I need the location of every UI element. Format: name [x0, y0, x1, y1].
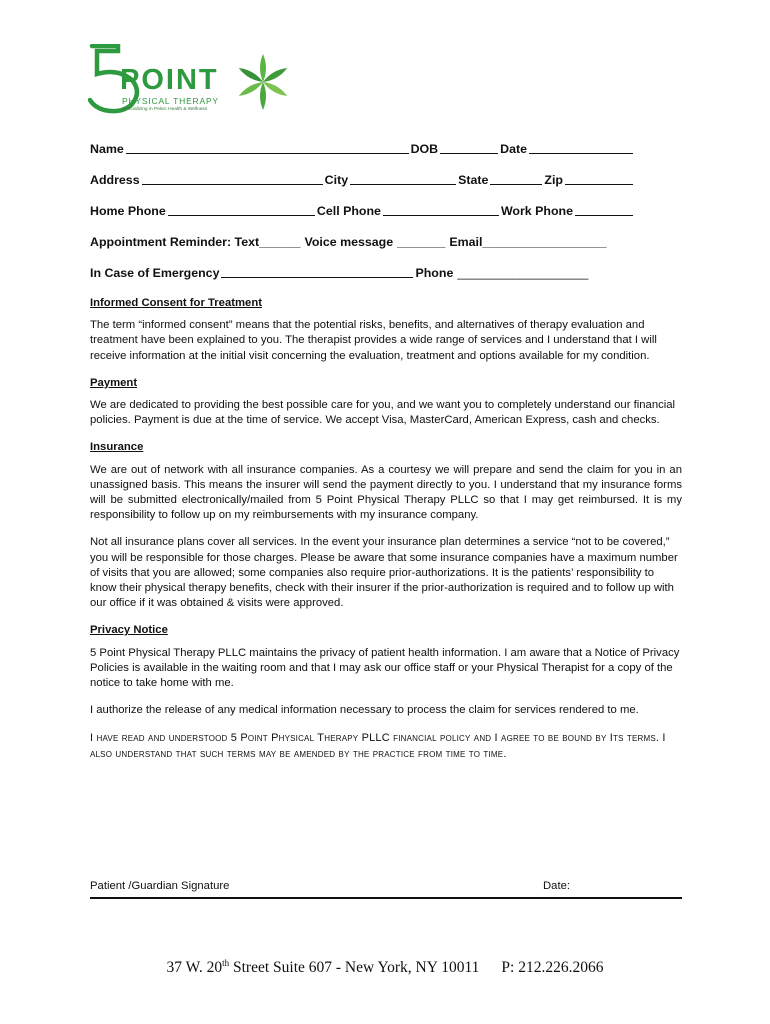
reminder-text-field[interactable]: ______ [259, 235, 301, 249]
reminder-row [90, 233, 635, 249]
dob-field[interactable] [440, 142, 498, 154]
email-field[interactable]: __________________ [482, 235, 607, 249]
footer-address [0, 958, 770, 977]
footer-street-sup: th [222, 958, 230, 968]
logo-subtitle: PHYSICAL THERAPY [122, 96, 219, 106]
patient-info-form [90, 140, 635, 295]
state-label: State [458, 173, 489, 187]
date-field[interactable] [529, 142, 633, 154]
footer-street: 37 W. 20 [166, 959, 223, 977]
dob-label: DOB [410, 142, 439, 156]
logo-tagline: Specializing in Pelvic Health & Wellness [122, 107, 208, 112]
cell-phone-field[interactable] [383, 204, 499, 216]
payment-text: We are dedicated to providing the best possible care for you, and we want you to completely understand our financial policies. Payment is due at the time of service. We accept Visa, MasterCard, American Express, cash and checks. [90, 399, 676, 427]
emergency-label: In Case of Emergency [90, 266, 220, 280]
name-field[interactable] [126, 142, 409, 154]
consent-text: The term “informed consent” means that the potential risks, benefits, and alternatives of therapy evaluation and treatment have been explained to you. The therapist provides a wide range of services and I understand that I will receive information at the initial visit concerning the evaluation, treatment and options available for my condition. [90, 319, 657, 362]
agreement-text: I have read and understood 5 Point Physical Therapy PLLC financial policy and I agree to be bound by Its terms. I also understand that such terms may be amended by the practice from time to time. [90, 732, 666, 761]
insurance-heading: Insurance [90, 441, 144, 454]
signature-date-label: Date: [543, 880, 571, 892]
city-field[interactable] [350, 173, 456, 185]
emergency-phone-field[interactable]: ___________________ [457, 266, 589, 280]
name-label: Name [90, 142, 124, 156]
green-leaf-icon [232, 51, 294, 113]
insurance-text-2: Not all insurance plans cover all services. In the event your insurance plan determines a service “not to be covered,” you will be responsible for those charges. Please be aware that some insurance companies have a maximum number of visits that you are allowed; some companies also require prior-authorizations. It is the patients’ responsibility to know their physical therapy benefits, check with their insurer if the prior-authorization is required and to follow up with our office if it was obtained & visits were approved. [90, 536, 678, 610]
signature-line[interactable] [90, 897, 682, 899]
city-label: City [324, 173, 349, 187]
insurance-text-1: We are out of network with all insurance companies. As a courtesy we will prepare and send the claim for you in an unassigned basis. This means the insurer will send the payment directly to you. I understand that my insurance forms will be submitted electronically/mailed from 5 Point Physical Therapy PLLC so that I may get reimbursed. It is my responsibility to follow up on my reimbursements with my insurance company. [90, 463, 682, 522]
policy-text [90, 296, 682, 762]
emergency-phone-label: Phone [415, 266, 454, 280]
name-row [90, 140, 635, 156]
privacy-text: 5 Point Physical Therapy PLLC maintains the privacy of patient health information. I am aware that a Notice of Privacy Policies is available in the waiting room and that I may ask our office staff or your Physical Therapist for a copy of the notice to take home with me. [90, 646, 680, 690]
home-phone-label: Home Phone [90, 204, 166, 218]
address-row [90, 171, 635, 187]
footer-phone: P: 212.226.2066 [501, 959, 604, 977]
consent-heading: Informed Consent for Treatment [90, 297, 262, 309]
privacy-heading: Privacy Notice [90, 624, 168, 637]
work-phone-label: Work Phone [500, 204, 573, 218]
date-label: Date [500, 142, 527, 156]
signature-label: Patient /Guardian Signature [90, 880, 230, 892]
voice-label: Voice message [304, 235, 394, 249]
home-phone-field[interactable] [168, 204, 315, 216]
payment-heading: Payment [90, 376, 138, 389]
emergency-contact-field[interactable] [221, 266, 413, 278]
work-phone-field[interactable] [575, 204, 633, 216]
cell-phone-label: Cell Phone [316, 204, 381, 218]
emergency-row [90, 264, 635, 280]
phone-row [90, 202, 635, 218]
state-field[interactable] [490, 173, 542, 185]
logo-point-text: POINT [120, 64, 219, 96]
authorize-text: I authorize the release of any medical information necessary to process the claim for services rendered to me. [90, 704, 639, 717]
zip-label: Zip [544, 173, 563, 187]
email-label: Email [449, 235, 483, 249]
voice-field[interactable]: _______ [397, 235, 446, 249]
footer-street-rest: Street Suite 607 - New York, NY 10011 [229, 959, 480, 977]
address-field[interactable] [142, 173, 323, 185]
address-label: Address [90, 173, 140, 187]
zip-field[interactable] [565, 173, 633, 185]
reminder-label: Appointment Reminder: Text [90, 235, 260, 249]
